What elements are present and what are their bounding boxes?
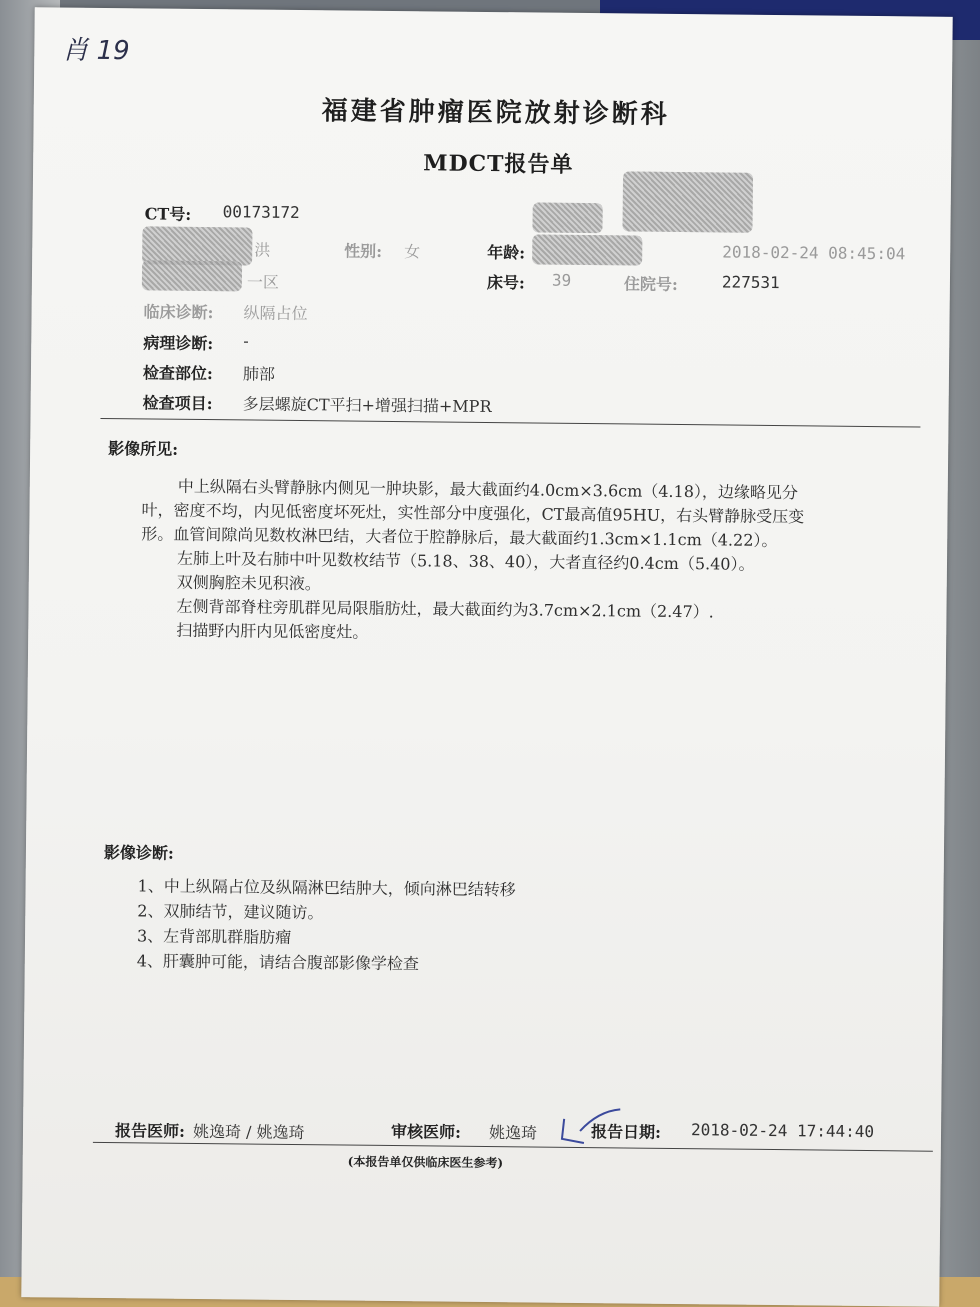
diagnosis-heading: 影像诊断: [103, 842, 174, 863]
exam-item-value: 多层螺旋CT平扫+增强扫描+MPR [242, 394, 492, 417]
reporter-label: 报告医师: [114, 1121, 186, 1141]
ward-partial: 一区 [246, 272, 280, 292]
diagnosis-item: 2、双肺结节，建议随访。 [137, 901, 324, 923]
reporter-value: 姚逸琦 / 姚逸琦 [192, 1121, 305, 1143]
admission-label: 住院号: [623, 274, 678, 294]
findings-heading: 影像所见: [108, 439, 179, 459]
pathology-value: - [243, 331, 249, 351]
redacted-field [532, 202, 602, 233]
redacted-field [622, 171, 753, 232]
disclaimer-note: (本报告单仅供临床医生参考) [347, 1154, 504, 1171]
findings-line: 扫描野内肝内见低密度灶。 [176, 620, 369, 642]
exam-item-label: 检查项目: [142, 393, 213, 414]
report-date-label: 报告日期: [590, 1122, 662, 1142]
handwritten-mark: 肖 19 [62, 35, 130, 67]
sex-value: 女 [404, 242, 421, 262]
redacted-ward [142, 260, 242, 291]
diagnosis-item: 4、肝囊肿可能，请结合腹部影像学检查 [136, 951, 420, 974]
ct-number-value: 00173172 [222, 202, 300, 223]
sex-label: 性别: [344, 241, 383, 261]
exam-datetime: 2018-02-24 08:45:04 [722, 242, 906, 264]
footer-divider [93, 1142, 933, 1152]
diagnosis-item: 1、中上纵隔占位及纵隔淋巴结肿大，倾向淋巴结转移 [137, 876, 516, 900]
bed-value: 39 [551, 270, 572, 290]
diagnosis-item: 3、左背部肌群脂肪瘤 [136, 926, 292, 947]
bed-label: 床号: [486, 272, 525, 293]
report-paper [21, 7, 952, 1307]
header-divider [100, 418, 920, 428]
reviewer-value: 姚逸琦 [488, 1123, 538, 1143]
findings-line: 左侧背部脊柱旁肌群见局限脂肪灶，最大截面约为3.7cm×2.1cm（2.47）. [176, 596, 714, 622]
findings-line: 双侧胸腔未见积液。 [176, 572, 321, 594]
ct-number-label: CT号: [144, 204, 192, 224]
report-date-value: 2018-02-24 17:44:40 [690, 1120, 875, 1142]
exam-site-label: 检查部位: [142, 363, 213, 384]
age-label: 年龄: [487, 242, 526, 263]
findings-line: 左肺上叶及右肺中叶见数枚结节（5.18、38、40），大者直径约0.4cm（5.40）。 [176, 548, 755, 574]
patient-name-partial: 洪 [254, 240, 271, 260]
findings-line: 中上纵隔右头臂静脉内侧见一肿块影，最大截面约4.0cm×3.6cm（4.18），边缘略见分 [177, 476, 799, 503]
reviewer-label: 审核医师: [390, 1122, 462, 1142]
clinical-diagnosis-value: 纵隔占位 [243, 303, 308, 324]
pathology-label: 病理诊断: [143, 333, 214, 354]
findings-line: 形。血管间隙尚见数枚淋巴结，大者位于腔静脉后，最大截面约1.3cm×1.1cm（4.22）。 [141, 524, 778, 551]
findings-line: 叶，密度不均，内见低密度坏死灶，实性部分中度强化，CT最高值95HU，右头臂静脉受压变 [141, 500, 805, 527]
report-title: 福建省肿瘤医院放射诊断科 [321, 96, 670, 130]
report-subtitle: MDCT报告单 [423, 150, 574, 178]
clinical-diagnosis-label: 临床诊断: [143, 302, 214, 323]
redacted-age [532, 234, 642, 265]
admission-value: 227531 [721, 272, 780, 293]
exam-site-value: 肺部 [242, 364, 276, 384]
